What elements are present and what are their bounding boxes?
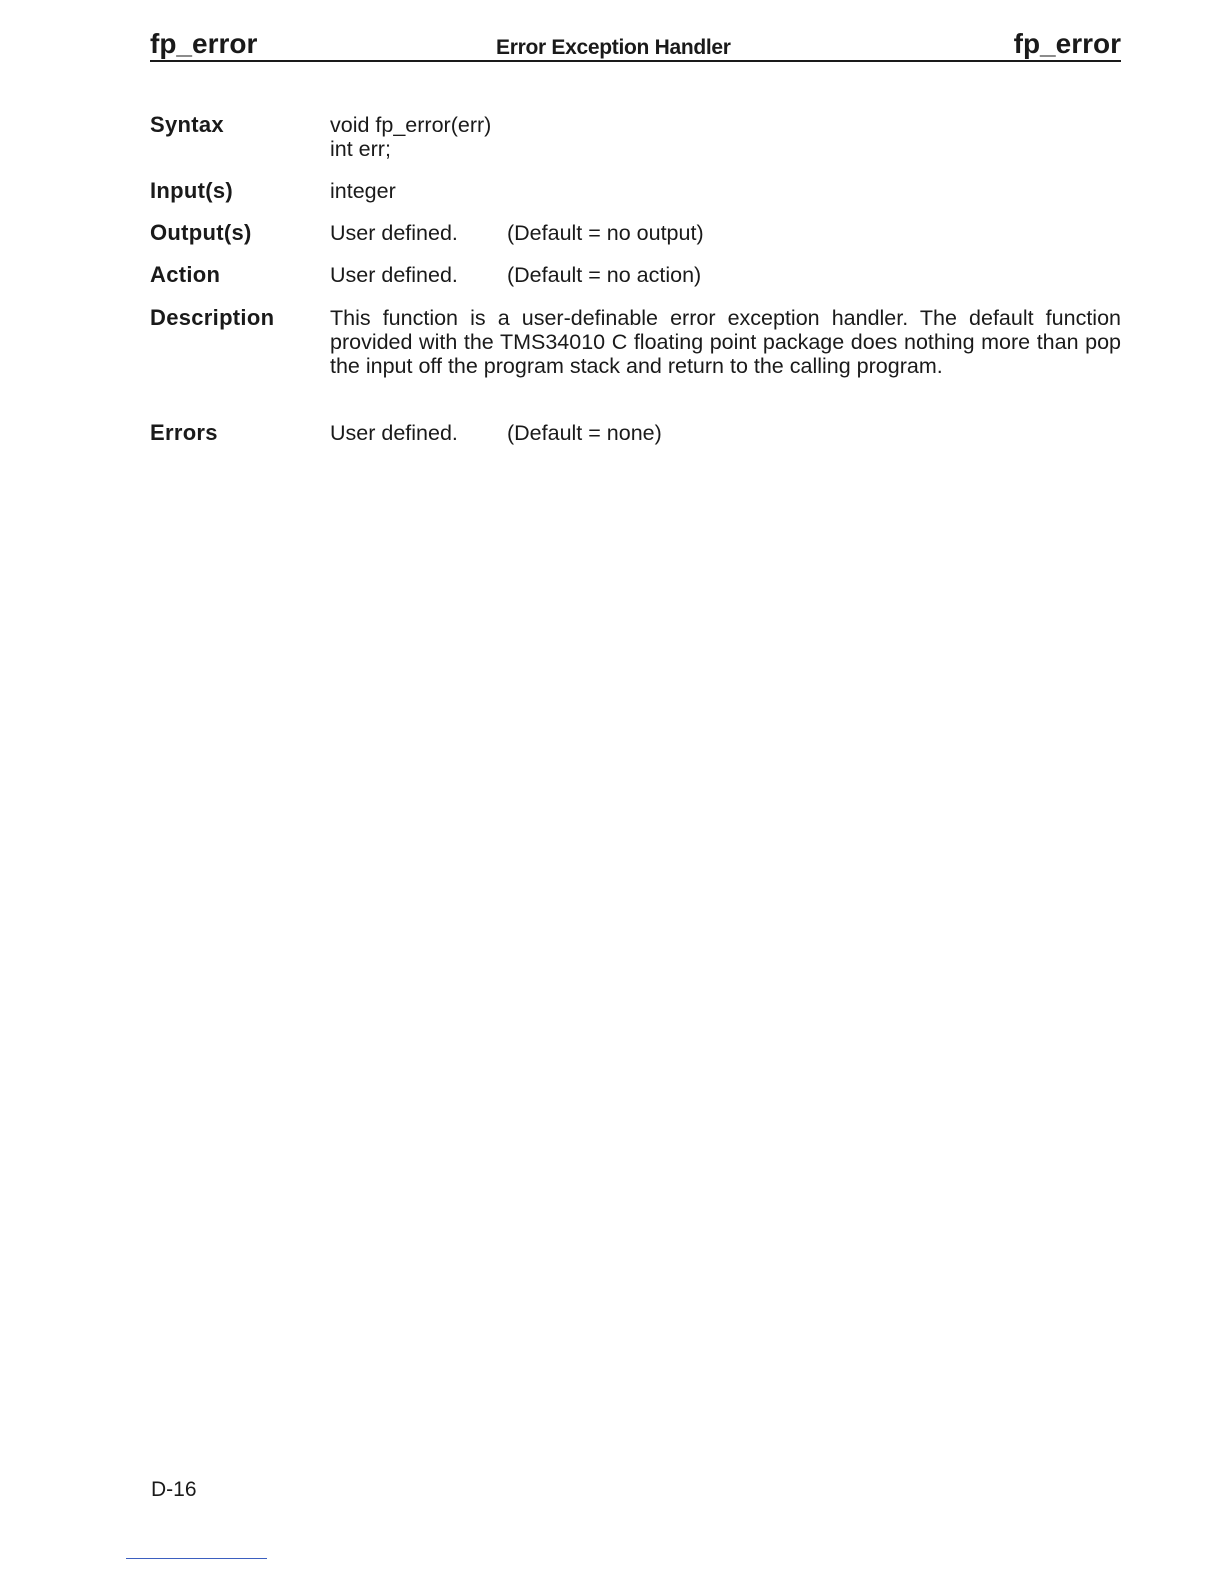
inputs-label: Input(s) <box>150 178 234 203</box>
outputs-value: User defined. <box>330 221 458 245</box>
errors-content <box>330 421 1121 445</box>
errors-label: Errors <box>150 420 218 445</box>
errors-value: User defined. <box>330 421 458 445</box>
action-label: Action <box>150 262 221 287</box>
action-content <box>330 263 1121 287</box>
action-default: (Default = no action) <box>507 263 702 287</box>
action-value: User defined. <box>330 263 458 287</box>
errors-default: (Default = none) <box>507 421 662 445</box>
bottom-divider <box>126 1558 267 1559</box>
page-header <box>150 26 1121 62</box>
header-center-title: Error Exception Handler <box>496 36 731 59</box>
syntax-label: Syntax <box>150 112 224 137</box>
inputs-content <box>330 179 1121 203</box>
outputs-label: Output(s) <box>150 220 252 245</box>
outputs-default: (Default = no output) <box>507 221 704 245</box>
inputs-value: integer <box>330 179 396 203</box>
outputs-content <box>330 221 1121 245</box>
description-label: Description <box>150 305 275 330</box>
syntax-line-2: int err; <box>330 137 391 161</box>
header-left-title: fp_error <box>150 28 258 59</box>
header-right-title: fp_error <box>1013 28 1121 59</box>
description-text: This function is a user-definable error exception handler. The default function provided with the TMS34010 C floating point package does nothing more than pop the input off the program stack and return to the calling program. <box>330 306 1121 378</box>
page-number: D-16 <box>151 1478 197 1501</box>
syntax-line-1: void fp_error(err) <box>330 113 492 137</box>
syntax-content <box>330 113 1121 161</box>
